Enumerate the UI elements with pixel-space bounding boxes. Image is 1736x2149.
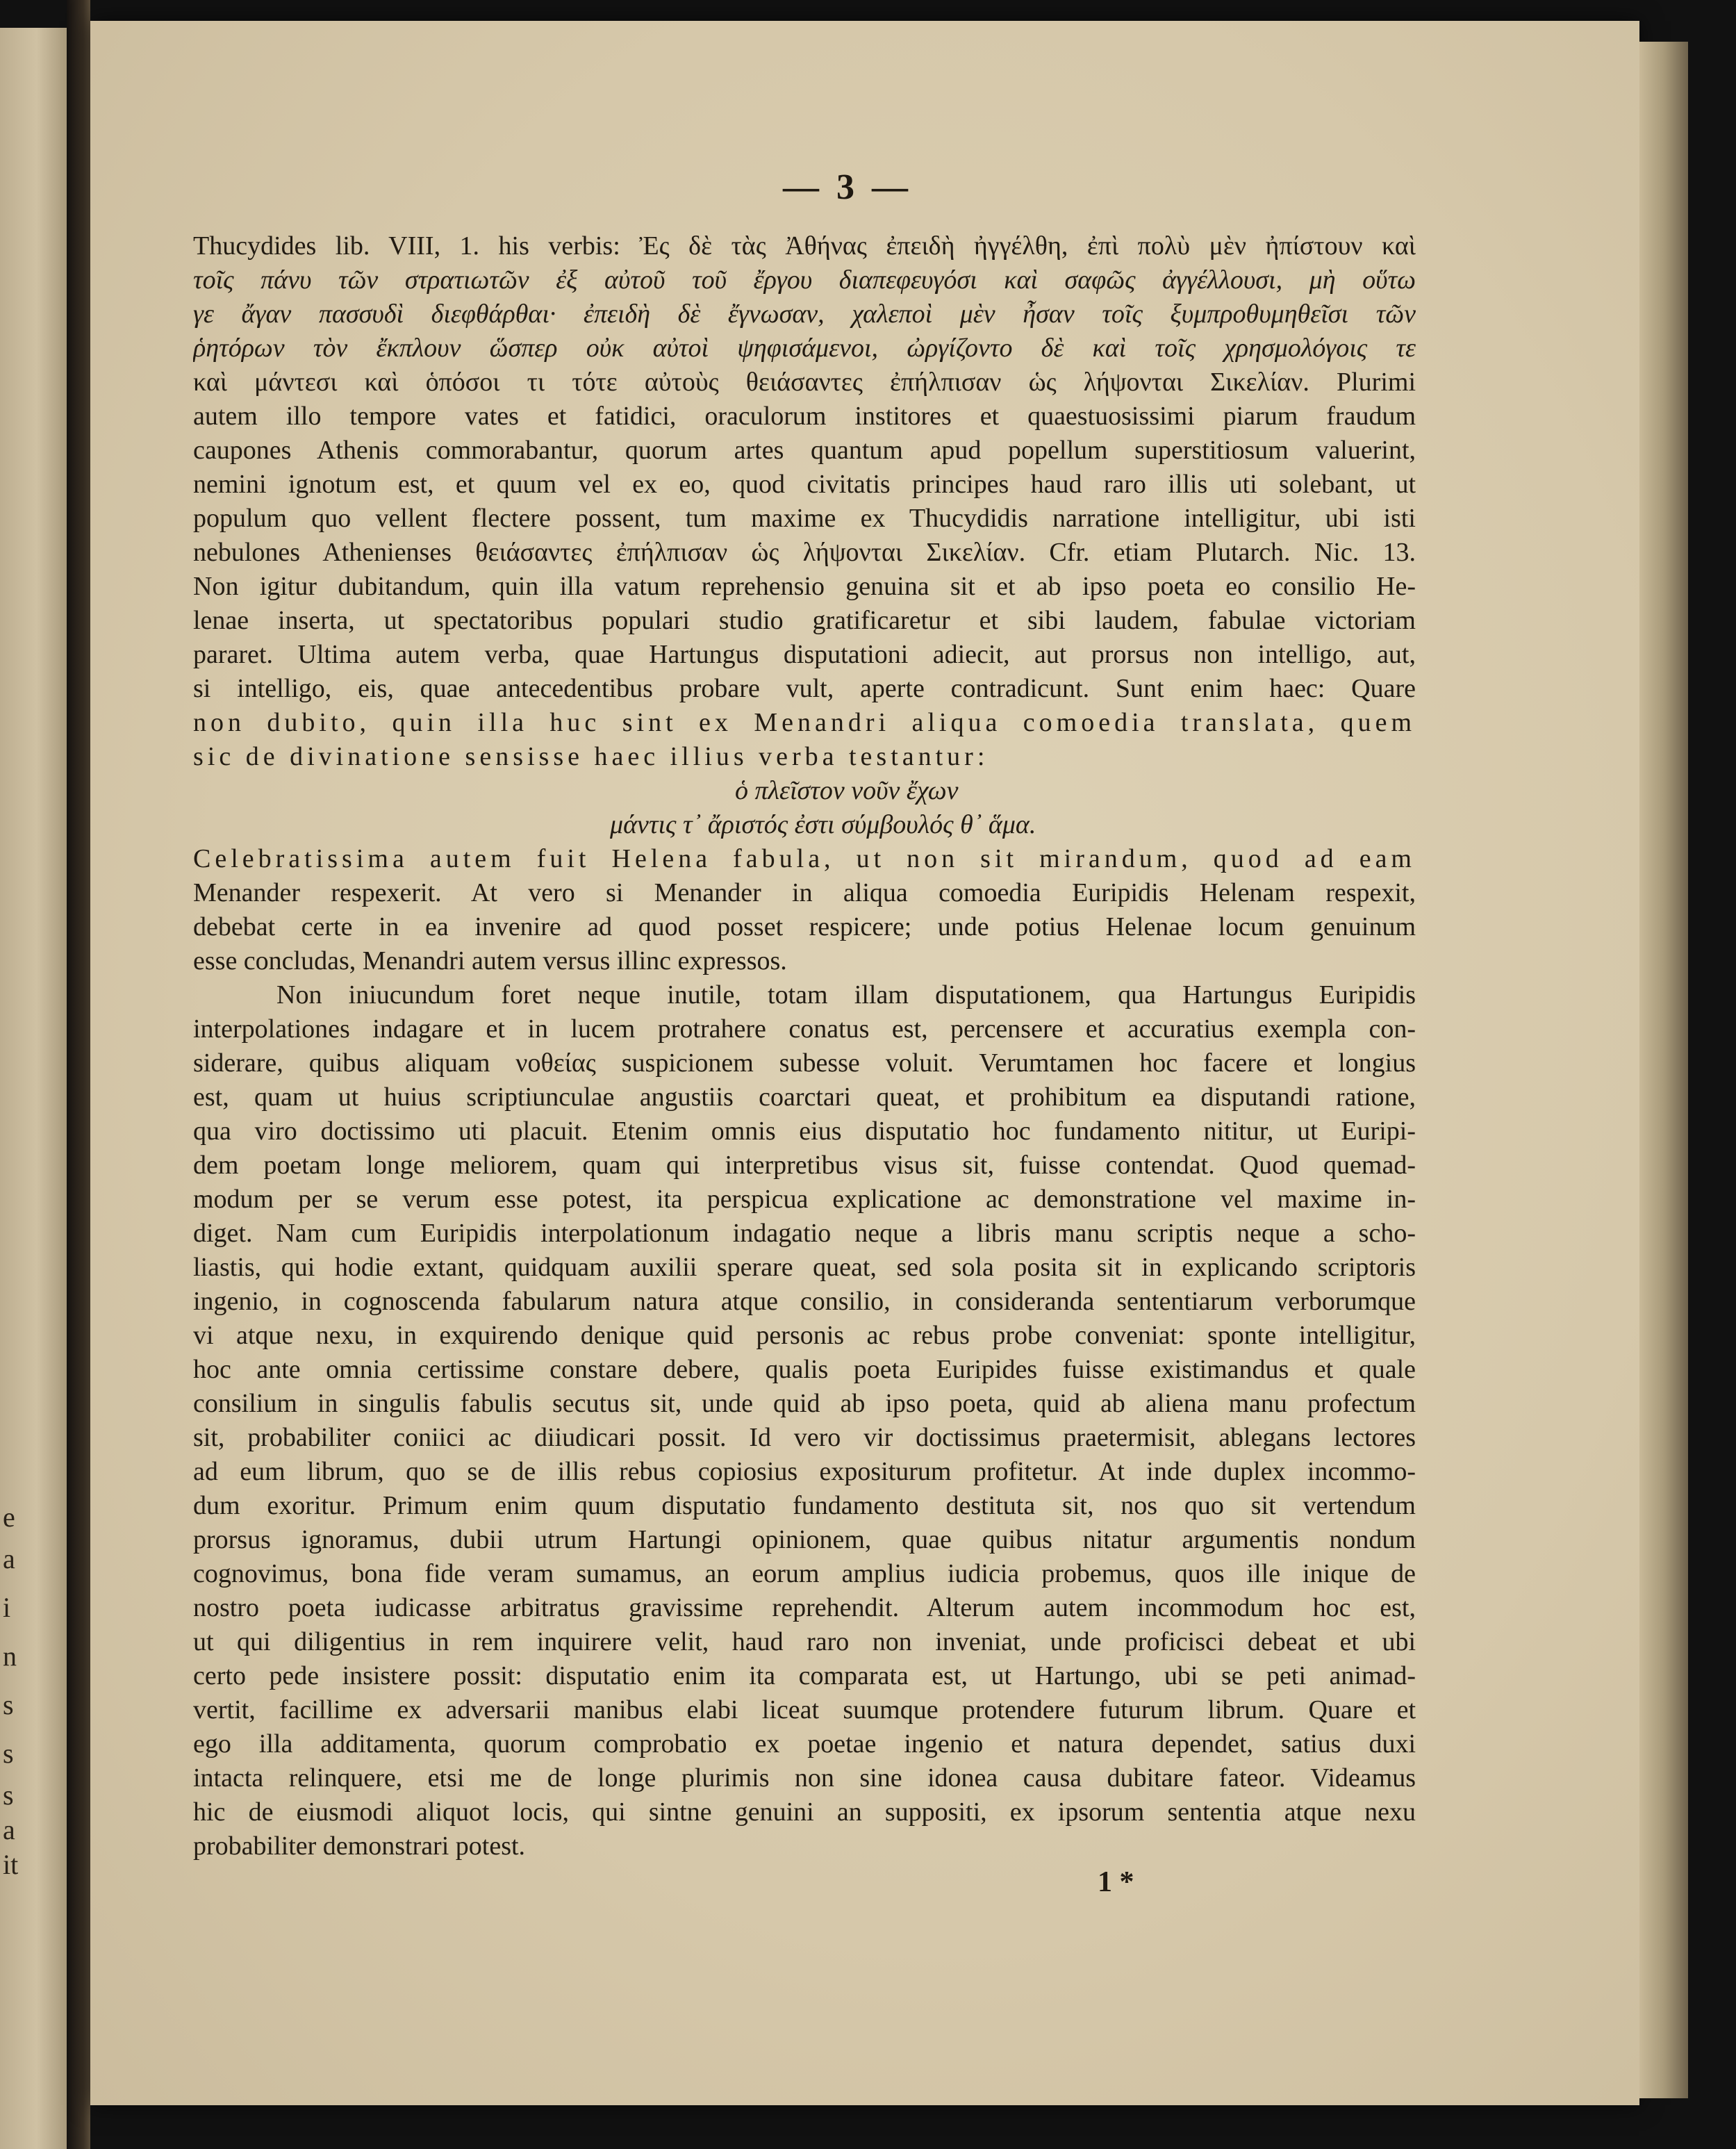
text-line: lenae inserta, ut spectatoribus populari studio gratificaretur et sibi laudem, fabulae victoriam [193,606,1416,635]
text-line: ego illa additamenta, quorum comprobatio ex poetae ingenio et natura dependet, satius duxi [193,1729,1416,1759]
facing-page-letter: a [3,1814,15,1845]
text-line: caupones Athenis commorabantur, quorum artes quantum apud popellum superstitiosum valuerint, [193,436,1416,465]
text-line: est, quam ut huius scriptiunculae angustiis coarctari queat, et prohibitum ea disputandi ratione, [193,1082,1416,1112]
text-line: modum per se verum esse potest, ita perspicua explicatione ac demonstratione vel maxime in- [193,1185,1416,1214]
text-line: liastis, qui hodie extant, quidquam auxilii sperare queat, sed sola posita sit in explicando scriptoris [193,1253,1416,1282]
facing-page-edge [0,28,67,2149]
text-line: καὶ μάντεσι καὶ ὁπόσοι τι τότε αὐτοὺς θειάσαντες ἐπήλπισαν ὡς λήψονται Σικελίαν. Plurimi [193,368,1416,397]
text-line: probabiliter demonstrari potest. [193,1831,526,1861]
text-line: interpolationes indagare et in lucem protrahere conatus est, percensere et accuratius exempla con- [193,1014,1416,1044]
facing-page-letter: it [3,1849,19,1880]
text-line: μάντις τ᾽ ἄριστός ἐστι σύμβουλός θ᾽ ἅμα. [610,810,1036,839]
text-line: sit, probabiliter coniici ac diiudicari possit. Id vero vir doctissimus praetermisit, ablegans lectores [193,1423,1416,1452]
text-line: populum quo vellent flectere possent, tum maxime ex Thucydidis narratione intelligitur, ubi isti [193,504,1416,533]
text-line: siderare, quibus aliquam νοθείας suspicionem subesse voluit. Verumtamen hoc facere et longius [193,1048,1416,1078]
text-line: qua viro doctissimo uti placuit. Etenim omnis eius disputatio hoc fundamento nititur, ut Euripi- [193,1117,1416,1146]
text-line: Non igitur dubitandum, quin illa vatum reprehensio genuina sit et ab ipso poeta eo consilio He- [193,572,1416,601]
page-stack-edge [1639,42,1688,2098]
text-line: dem poetam longe meliorem, quam qui interpretibus visus sit, fuisse contendat. Quod quemad- [193,1151,1416,1180]
text-line: γε ἄγαν πασσυδὶ διεφθάρθαι· ἐπειδὴ δὲ ἔγνωσαν, χαλεποὶ μὲν ἦσαν τοῖς ξυμπροθυμηθεῖσι τῶν [193,299,1416,329]
text-line: esse concludas, Menandri autem versus illinc expressos. [193,946,787,975]
text-line: hic de eiusmodi aliquot locis, qui sintne genuini an suppositi, ex ipsorum sententia atque nexu [193,1797,1416,1827]
text-line: prorsus ignoramus, dubii utrum Hartungi opinionem, quae quibus nitatur argumentis nondum [193,1525,1416,1554]
facing-page-letter: s [3,1689,14,1720]
text-line: autem illo tempore vates et fatidici, oraculorum institores et quaestuosissimi piarum fraudum [193,402,1416,431]
text-line: sic de divinatione sensisse haec illius verba testantur: [193,742,989,771]
text-line: ad eum librum, quo se de illis rebus copiosius expositurum profitetur. At inde duplex incommo- [193,1457,1416,1486]
text-line: vi atque nexu, in exquirendo denique quid personis ac rebus probe conveniat: sponte intelligitur, [193,1321,1416,1350]
text-line: ῥητόρων τὸν ἔκπλουν ὥσπερ οὐκ αὐτοὶ ψηφισάμενοι, ὠργίζοντο δὲ καὶ τοῖς χρησμολόγοις τε [193,334,1416,363]
text-line: Non iniucundum foret neque inutile, totam illam disputationem, qua Hartungus Euripidis [276,980,1416,1010]
text-line: Menander respexerit. At vero si Menander in aliqua comoedia Euripidis Helenam respexit, [193,878,1416,907]
main-text [193,229,1416,1863]
text-line: debebat certe in ea invenire ad quod posset respicere; unde potius Helenae locum genuinum [193,912,1416,941]
text-line: hoc ante omnia certissime constare debere, qualis poeta Euripides fuisse existimandus et quale [193,1355,1416,1384]
text-line: diget. Nam cum Euripidis interpolationum indagatio neque a libris manu scriptis neque a scho- [193,1219,1416,1248]
text-line: certo pede insistere possit: disputatio enim ita comparata est, ut Hartungo, ubi se peti animad- [193,1661,1416,1690]
text-line: vertit, facillime ex adversarii manibus elabi liceat suumque protendere futurum librum. Quare et [193,1695,1416,1724]
facing-page-letter: s [3,1779,14,1811]
facing-page-letter: e [3,1501,15,1533]
signature-mark: 1 * [1098,1866,1134,1898]
text-line: si intelligo, eis, quae antecedentibus probare vult, aperte contradicunt. Sunt enim haec: Quare [193,674,1416,703]
text-line: cognovimus, bona fide veram sumamus, an eorum amplius iudicia probemus, quos ille inique de [193,1559,1416,1588]
text-line: intacta relinquere, etsi me de longe plurimis non sine idonea causa dubitare fateor. Videamus [193,1763,1416,1793]
facing-page-letter: n [3,1640,17,1672]
text-line: ut qui diligentius in rem inquirere velit, haud raro non inveniat, unde proficisci debeat et ubi [193,1627,1416,1656]
text-line: ingenio, in cognoscenda fabularum natura atque consilio, in consideranda sententiarum verborumque [193,1287,1416,1316]
text-line: nostro poeta iudicasse arbitratus gravissime reprehendit. Alterum autem incommodum hoc est, [193,1593,1416,1622]
text-line: nebulones Athenienses θειάσαντες ἐπήλπισαν ὡς λήψονται Σικελίαν. Cfr. etiam Plutarch. Nic. 13. [193,538,1416,567]
text-line: nemini ignotum est, et quum vel ex eo, quod civitatis principes haud raro illis uti solebant, ut [193,470,1416,499]
facing-page-letter: a [3,1543,15,1574]
text-line: τοῖς πάνυ τῶν στρατιωτῶν ἐξ αὐτοῦ τοῦ ἔργου διαπεφευγόσι καὶ σαφῶς ἀγγέλλουσι, μὴ οὕτω [193,265,1416,295]
text-line: consilium in singulis fabulis secutus sit, unde quid ab ipso poeta, quid ab aliena manu profectum [193,1389,1416,1418]
text-line: Celebratissima autem fuit Helena fabula, ut non sit mirandum, quod ad eam [193,844,1416,873]
text-line: non dubito, quin illa huc sint ex Menandri aliqua comoedia translata, quem [193,708,1416,737]
text-line: ὁ πλεῖστον νοῦν ἔχων [735,776,959,805]
facing-page-letter: s [3,1738,14,1769]
text-line: Thucydides lib. VIII, 1. his verbis: Ἐς δὲ τὰς Ἀθήνας ἐπειδὴ ἠγγέλθη, ἐπὶ πολὺ μὲν ἠπίστουν καὶ [193,231,1416,261]
text-line: dum exoritur. Primum enim quum disputatio fundamento destituta sit, nos quo sit vertendum [193,1491,1416,1520]
text-line: pararet. Ultima autem verba, quae Hartungus disputationi adiecit, aut prorsus non intelligo, aut, [193,640,1416,669]
book-gutter [67,0,90,2149]
page-number: — 3 — [783,167,912,207]
facing-page-letter: i [3,1592,11,1623]
